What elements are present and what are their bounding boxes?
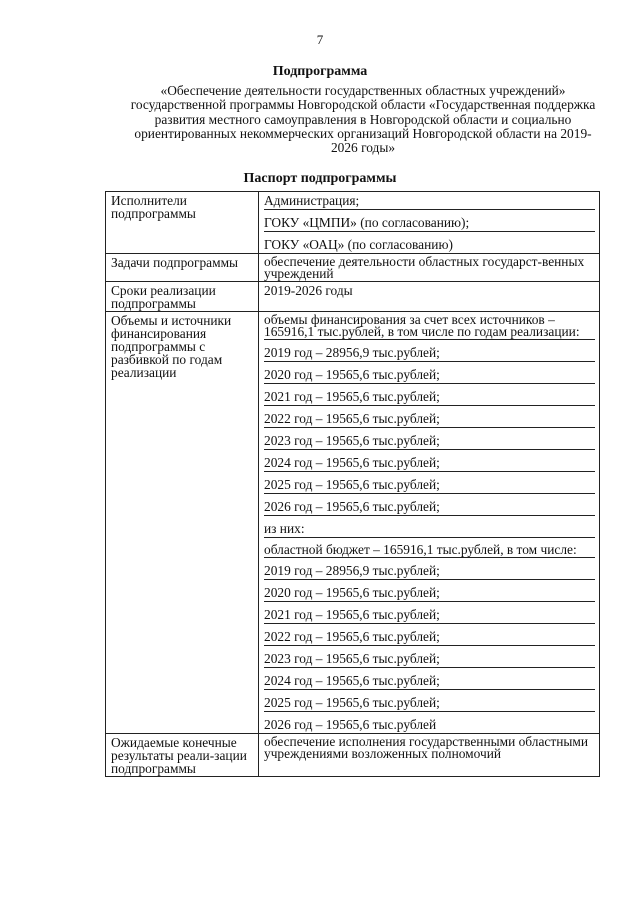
value-line: 2023 год – 19565,6 тыс.рублей; (264, 434, 595, 450)
row-label: Исполнители подпрограммы (106, 192, 259, 254)
row-label: Задачи подпрограммы (106, 254, 259, 282)
row-label: Сроки реализации подпрограммы (106, 282, 259, 312)
value-line: областной бюджет – 165916,1 тыс.рублей, в том числе: (264, 544, 595, 558)
table-row (106, 734, 600, 777)
value-line: объемы финансирования за счет всех источников – 165916,1 тыс.рублей, в том числе по годам реализации: (264, 314, 595, 340)
value-line: 2019-2026 годы (264, 283, 353, 298)
passport-heading: Паспорт подпрограммы (243, 171, 397, 186)
row-value (259, 734, 600, 777)
row-value (259, 312, 600, 734)
row-label: Ожидаемые конечные результаты реали-зации подпрограммы (106, 734, 259, 777)
subprogram-description: «Обеспечение деятельности государственных областных учреждений» государственной программы Новгородской области «Государственная поддержка развития местного самоуправления в Новгородской области и социально ориентированных некоммерческих организаций Новгородской области на 2019-2026 годы» (130, 83, 596, 156)
table-row (106, 282, 600, 312)
value-line: обеспечение деятельности областных государст-венных учреждений (264, 254, 585, 281)
value-line: 2020 год – 19565,6 тыс.рублей; (264, 368, 595, 384)
value-line: 2021 год – 19565,6 тыс.рублей; (264, 390, 595, 406)
value-line: 2025 год – 19565,6 тыс.рублей; (264, 478, 595, 494)
table-row (106, 312, 600, 734)
value-line: обеспечение исполнения государственными областными учреждениями возложенных полномочий (264, 734, 589, 761)
value-line: 2019 год – 28956,9 тыс.рублей; (264, 346, 595, 362)
value-line: 2024 год – 19565,6 тыс.рублей; (264, 674, 595, 690)
row-value (259, 254, 600, 282)
value-line: 2023 год – 19565,6 тыс.рублей; (264, 652, 595, 668)
value-line: 2026 год – 19565,6 тыс.рублей (264, 717, 437, 732)
value-line: ГОКУ «ОАЦ» (по согласованию) (264, 237, 453, 252)
value-line: 2026 год – 19565,6 тыс.рублей; (264, 500, 595, 516)
table-row (106, 254, 600, 282)
value-line: 2022 год – 19565,6 тыс.рублей; (264, 630, 595, 646)
value-line: 2025 год – 19565,6 тыс.рублей; (264, 696, 595, 712)
value-line: Администрация; (264, 194, 595, 210)
value-line: 2019 год – 28956,9 тыс.рублей; (264, 564, 595, 580)
passport-table (105, 191, 600, 777)
value-line: 2021 год – 19565,6 тыс.рублей; (264, 608, 595, 624)
value-line: из них: (264, 522, 595, 538)
row-value (259, 192, 600, 254)
page-number: 7 (316, 32, 324, 47)
value-line: ГОКУ «ЦМПИ» (по согласованию); (264, 216, 595, 232)
row-label: Объемы и источники финансирования подпрограммы с разбивкой по годам реализации (106, 312, 259, 734)
subprogram-heading: Подпрограмма (272, 64, 368, 79)
value-line: 2020 год – 19565,6 тыс.рублей; (264, 586, 595, 602)
value-line: 2024 год – 19565,6 тыс.рублей; (264, 456, 595, 472)
row-value (259, 282, 600, 312)
table-row (106, 192, 600, 254)
value-line: 2022 год – 19565,6 тыс.рублей; (264, 412, 595, 428)
